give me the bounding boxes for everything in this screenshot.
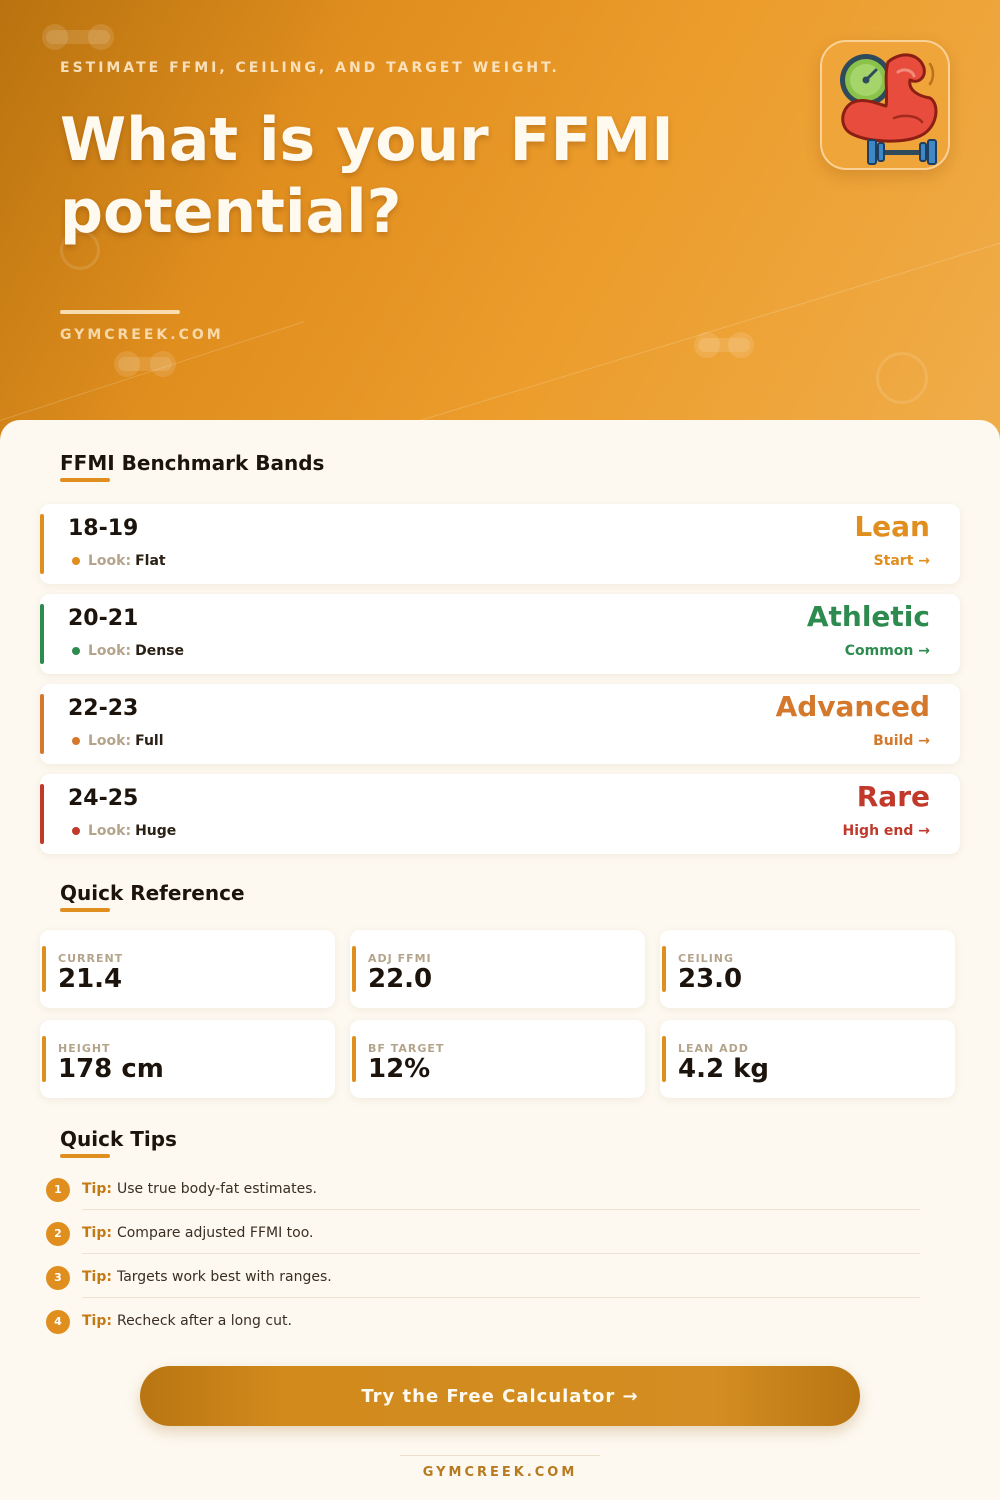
tip-body: Compare adjusted FFMI too. [116,1225,314,1241]
band-range: 24-25 [68,786,139,811]
reference-section-underline [60,908,110,912]
tip-text [82,1225,313,1241]
ring-decoration [876,352,928,404]
stat-card [350,930,645,1008]
stat-value: 22.0 [368,964,433,994]
tip-divider [82,1297,920,1298]
tips-section-title: Quick Tips [60,1127,177,1151]
tip-text [82,1313,292,1329]
band-accent-bar [40,784,44,844]
tip-number-badge: 1 [46,1178,70,1202]
tip-number-badge: 2 [46,1222,70,1246]
tip-list-item [46,1178,920,1222]
stat-accent-bar [42,1036,46,1082]
band-look [72,643,184,659]
tip-list-item [46,1266,920,1310]
hero-site-label: GYMCREEK.COM [60,327,224,343]
footer-site-label: GYMCREEK.COM [422,1465,578,1480]
hero-banner [0,0,1000,440]
band-cta-link[interactable]: Common → [844,643,930,659]
tips-section-underline [60,1154,110,1158]
hero-kicker: ESTIMATE FFMI, CEILING, AND TARGET WEIGHT. [60,60,560,76]
stat-value: 12% [368,1054,431,1084]
stat-value: 21.4 [58,964,123,994]
stat-accent-bar [662,946,666,992]
band-dot-icon [72,737,80,745]
band-look [72,823,176,839]
tip-list-item [46,1310,920,1354]
hero-divider [60,310,180,314]
stat-card [350,1020,645,1098]
band-look-value: Dense [135,643,184,659]
band-accent-bar [40,514,44,574]
dumbbell-decoration [46,30,110,44]
band-range: 18-19 [68,516,139,541]
dumbbell-decoration [698,338,750,352]
tip-label: Tip: [82,1225,112,1241]
stat-value: 178 cm [58,1054,164,1084]
tip-body: Recheck after a long cut. [116,1313,292,1329]
band-accent-bar [40,694,44,754]
band-level: Lean [854,510,930,543]
stat-accent-bar [662,1036,666,1082]
band-range: 20-21 [68,606,139,631]
tip-text [82,1269,332,1285]
stat-value: 23.0 [678,964,743,994]
stat-accent-bar [352,946,356,992]
page-title: What is your FFMI potential? [60,105,674,247]
stat-label: CURRENT [58,952,124,965]
stat-card [40,1020,335,1098]
band-look-label: Look: [88,643,132,659]
tip-divider [82,1253,920,1254]
band-look [72,553,166,569]
band-look-value: Flat [135,553,166,569]
benchmark-band-card [40,684,960,764]
tip-body: Targets work best with ranges. [116,1269,332,1285]
band-dot-icon [72,827,80,835]
tip-list-item [46,1222,920,1266]
band-look-value: Full [135,733,164,749]
band-range: 22-23 [68,696,139,721]
app-logo [820,40,950,170]
stat-label: LEAN ADD [678,1042,749,1055]
band-accent-bar [40,604,44,664]
stat-card [660,1020,955,1098]
stat-value: 4.2 kg [678,1054,770,1084]
band-look-label: Look: [88,823,132,839]
band-level: Advanced [775,690,930,723]
bands-section-title: FFMI Benchmark Bands [60,451,325,475]
stat-label: HEIGHT [58,1042,111,1055]
band-cta-link[interactable]: Build → [873,733,930,749]
band-look-label: Look: [88,553,132,569]
stat-label: BF TARGET [368,1042,445,1055]
stat-card [40,930,335,1008]
flexed-arm-gauge-dumbbell-icon [822,42,952,172]
stat-accent-bar [352,1036,356,1082]
tip-text [82,1181,317,1197]
footer-divider [400,1455,600,1456]
stat-label: CEILING [678,952,735,965]
benchmark-band-card [40,774,960,854]
tip-number-badge: 4 [46,1310,70,1334]
band-look-value: Huge [135,823,177,839]
band-dot-icon [72,557,80,565]
band-dot-icon [72,647,80,655]
stat-accent-bar [42,946,46,992]
tip-divider [82,1209,920,1210]
band-level: Athletic [806,600,930,633]
band-level: Rare [856,780,930,813]
tip-label: Tip: [82,1313,112,1329]
benchmark-band-card [40,594,960,674]
tip-label: Tip: [82,1181,112,1197]
tip-number-badge: 3 [46,1266,70,1290]
tip-body: Use true body-fat estimates. [116,1181,317,1197]
stat-card [660,930,955,1008]
band-look [72,733,164,749]
band-look-label: Look: [88,733,132,749]
bands-section-underline [60,478,110,482]
tip-label: Tip: [82,1269,112,1285]
band-cta-link[interactable]: High end → [842,823,930,839]
benchmark-band-card [40,504,960,584]
stat-label: ADJ FFMI [368,952,432,965]
dumbbell-decoration [118,357,172,371]
try-calculator-button[interactable]: Try the Free Calculator → [140,1366,860,1426]
band-cta-link[interactable]: Start → [873,553,930,569]
reference-section-title: Quick Reference [60,881,245,905]
